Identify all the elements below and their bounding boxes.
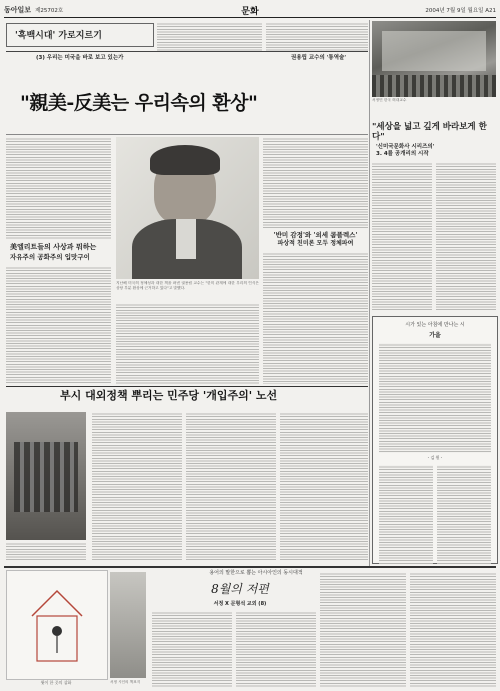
- bottom-headline: 부시 대외정책 뿌리는 민주당 '개입주의' 노선: [60, 389, 278, 402]
- masthead: [4, 3, 496, 18]
- book-caption: 서정 시인의 책표지: [110, 680, 141, 684]
- right-subtitle-1: '신미국문화사 시리즈의': [376, 144, 435, 150]
- serial-illustration: [6, 570, 108, 680]
- serial-title: 8월의 저편: [211, 582, 269, 596]
- right-text-1: [372, 162, 432, 312]
- bottom-text-2: [186, 412, 276, 560]
- serial-text-4: [410, 572, 496, 687]
- right-photo-caption: 서정민 한국 외대교수: [372, 98, 407, 102]
- body-text-3: [263, 137, 368, 229]
- date-line: 2004년 7월 9일 월요일 A21: [425, 8, 496, 14]
- poem-author: - 김 원 -: [427, 455, 443, 460]
- portrait-caption: 지난해 미국의 정체성과 대한 책을 펴낸 권용립 교수는 "한미 관계에 대한 우리의 인식은 상당 부분 환상에 근거하고 있다"고 말했다.: [116, 281, 259, 290]
- byline: 권용립 교수의 '통역술': [291, 55, 347, 61]
- column-tag-box: [6, 23, 154, 47]
- body-text-1: [6, 137, 111, 240]
- poem-commentary-1: [379, 465, 433, 565]
- rule-3: [4, 566, 496, 568]
- series-line: (3) 우리는 미국을 바로 보고 있는가: [36, 55, 124, 61]
- right-text-2: [436, 162, 496, 312]
- column-tag: '흑백시대' 가로지르기: [15, 31, 102, 41]
- rule-2: [6, 386, 368, 387]
- mid-head-2: 파상적 친미론 모두 정체파여: [277, 240, 354, 247]
- series-bar: [6, 51, 368, 62]
- subhead-2: 자유주의 공화주의 입맛구이: [10, 253, 90, 261]
- newspaper-logo: 동아일보: [4, 5, 32, 14]
- house-figure-icon: [7, 571, 107, 679]
- serial-text-3: [320, 572, 406, 687]
- mid-head: '반미 감정'와 '외세 콤플렉스': [273, 231, 358, 239]
- intro-text-2: [266, 22, 368, 52]
- marines-photo: [6, 412, 86, 540]
- bottom-text-1: [92, 412, 182, 560]
- portrait-photo: [116, 137, 259, 279]
- body-text-4: [263, 252, 368, 384]
- poem-box-title: 시가 있는 아침에 만나는 시: [405, 322, 465, 328]
- serial-text-2: [236, 611, 316, 687]
- poem-text: [379, 343, 491, 453]
- section-title: 문화: [241, 6, 259, 17]
- poem-title: 가을: [429, 332, 441, 339]
- subhead-1: 美엘리트들의 사상과 뭐하는: [10, 242, 97, 251]
- serial-sub: 서정 X 문형석 교외 (8): [213, 601, 267, 607]
- feature-headline: "親美-反美는 우리속의 환상": [20, 92, 258, 114]
- art-caption: 윗이 한 끗의 삽화: [40, 680, 72, 685]
- poem-box: [372, 316, 498, 564]
- poem-commentary-2: [437, 465, 491, 565]
- serial-text-1: [152, 611, 232, 687]
- bottom-text-3: [280, 412, 368, 560]
- serial-header: 용어의 말한으로 뽑는 아시아인의 동시대적: [209, 570, 303, 576]
- body-text-5: [116, 303, 259, 384]
- body-text-2: [6, 266, 111, 384]
- intro-text-1: [157, 22, 262, 52]
- marines-caption: [6, 542, 86, 560]
- rule: [6, 134, 368, 135]
- book-cover: [110, 572, 146, 678]
- lecture-photo: [372, 21, 496, 97]
- right-subtitle-2: 3. 4를 공개리의 시작: [376, 151, 429, 157]
- column-divider: [369, 20, 370, 566]
- issue-number: 제25702호: [35, 8, 64, 14]
- right-headline: "세상을 넓고 깊게 바라보게 한다": [372, 122, 487, 142]
